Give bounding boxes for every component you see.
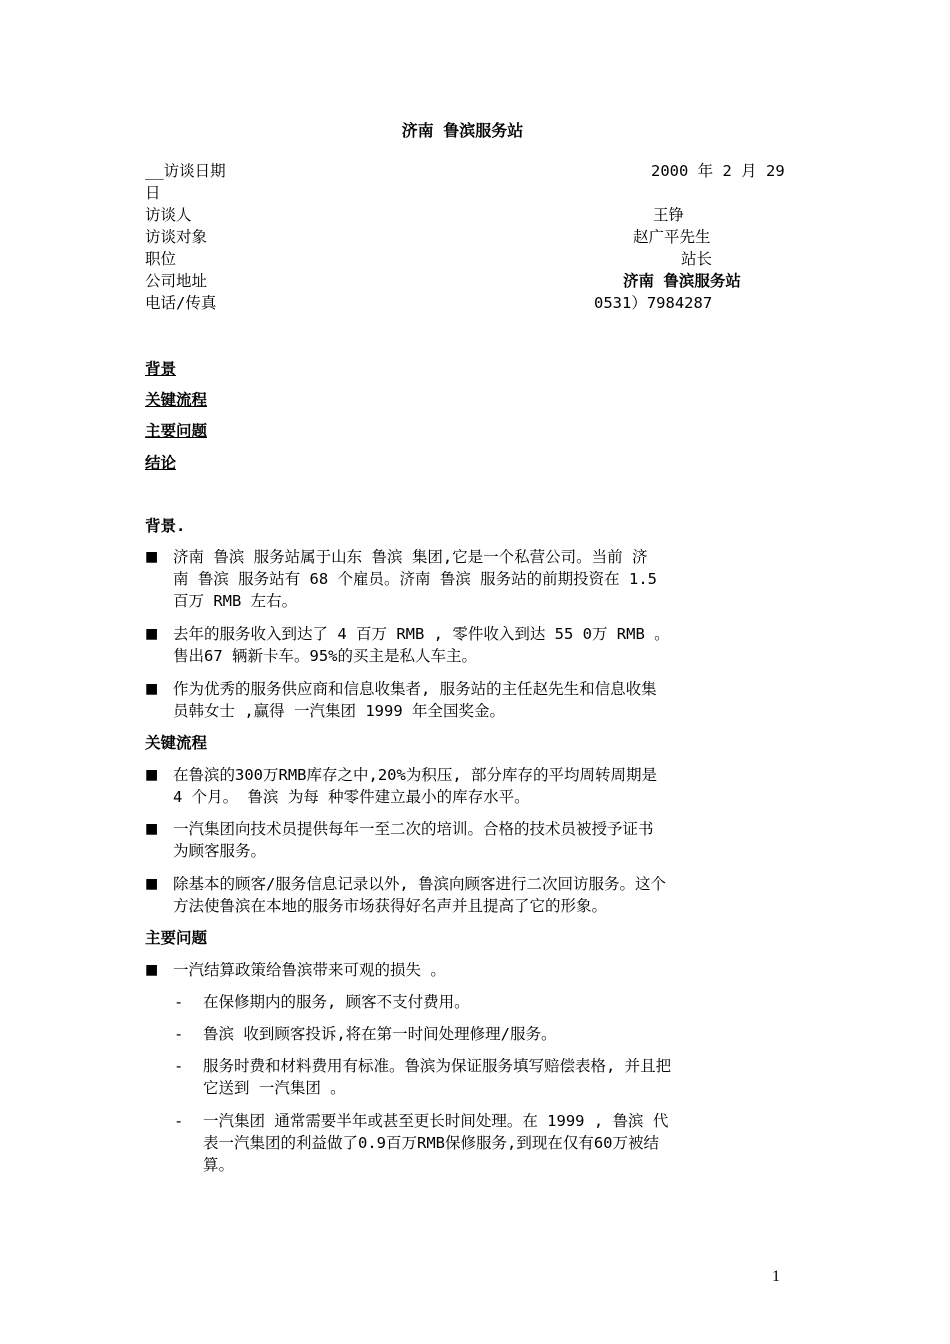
date-label: __访谈日期 — [145, 162, 226, 180]
bullet-icon: ■ — [145, 549, 159, 565]
list-item — [145, 546, 780, 612]
list-item — [145, 678, 780, 722]
bullet-icon: ■ — [145, 821, 159, 837]
sub-list-item — [170, 1055, 780, 1099]
bullet-icon: ■ — [145, 767, 159, 783]
list-item-text: 一汽结算政策给鲁滨带来可观的损失 。 — [173, 961, 446, 979]
phone-label: 电话/传真 — [145, 294, 217, 312]
page-number: 1 — [772, 1268, 780, 1285]
list-item — [145, 873, 780, 917]
document-title: 济南 鲁滨服务站 — [401, 121, 524, 140]
section-heading-background: 背景. — [145, 517, 186, 535]
dash-icon: - — [174, 993, 184, 1011]
phone-value: 0531）7984287 — [594, 294, 713, 312]
address-value: 济南 鲁滨服务站 — [623, 272, 741, 290]
sub-list-item — [170, 1023, 780, 1045]
list-item-text: 济南 鲁滨 服务站属于山东 鲁滨 集团,它是一个私营公司。当前 济 南 鲁滨 服务站有 68 个雇员。济南 鲁滨 服务站的前期投资在 1.5 百万 RMB 左右。 — [173, 548, 657, 610]
toc-link-background[interactable]: 背景 — [145, 360, 177, 378]
sub-list-item-text: 服务时费和材料费用有标准。鲁滨为保证服务填写赔偿表格, 并且把 它送到 一汽集团 。 — [203, 1057, 672, 1097]
bullet-icon: ■ — [145, 962, 159, 978]
toc-link-process[interactable]: 关键流程 — [145, 391, 208, 409]
bullet-icon: ■ — [145, 681, 159, 697]
list-item-text: 去年的服务收入到达了 4 百万 RMB , 零件收入到达 55 0万 RMB 。 售出67 辆新卡车。95%的买主是私人车主。 — [173, 625, 670, 665]
interviewer-value: 王铮 — [653, 206, 685, 224]
list-item-text: 一汽集团向技术员提供每年一至二次的培训。合格的技术员被授予证书 为顾客服务。 — [173, 820, 654, 860]
sub-list-item-text: 一汽集团 通常需要半年或甚至更长时间处理。在 1999 , 鲁滨 代 表一汽集团的利益做了0.9百万RMB保修服务,到现在仅有60万被结 算。 — [203, 1112, 669, 1174]
date-wrap: 日 — [145, 184, 161, 202]
position-value: 站长 — [681, 250, 713, 268]
sub-list-item-text: 鲁滨 收到顾客投诉,将在第一时间处理修理/服务。 — [203, 1025, 557, 1043]
toc-link-conclusion[interactable]: 结论 — [145, 454, 177, 472]
list-item-text: 除基本的顾客/服务信息记录以外, 鲁滨向顾客进行二次回访服务。这个 方法使鲁滨在本地的服务市场获得好名声并且提高了它的形象。 — [173, 875, 666, 915]
bullet-icon: ■ — [145, 876, 159, 892]
date-value: 2000 年 2 月 29 — [651, 162, 785, 180]
dash-icon: - — [174, 1057, 184, 1075]
dash-icon: - — [174, 1025, 184, 1043]
list-item — [145, 623, 780, 667]
list-item — [145, 764, 780, 808]
list-item — [145, 818, 780, 862]
address-label: 公司地址 — [145, 272, 208, 290]
bullet-icon: ■ — [145, 626, 159, 642]
sub-list-item — [170, 991, 780, 1013]
position-label: 职位 — [145, 250, 177, 268]
section-heading-process: 关键流程 — [145, 734, 208, 752]
list-item — [145, 959, 780, 981]
list-item-text: 作为优秀的服务供应商和信息收集者, 服务站的主任赵先生和信息收集 员韩女士 ,赢得 一汽集团 1999 年全国奖金。 — [173, 680, 657, 720]
list-item-text: 在鲁滨的300万RMB库存之中,20%为积压, 部分库存的平均周转周期是 4 个月。 鲁滨 为每 种零件建立最小的库存水平。 — [173, 766, 657, 806]
toc-link-issues[interactable]: 主要问题 — [145, 422, 208, 440]
interviewer-label: 访谈人 — [145, 206, 192, 224]
section-heading-issues: 主要问题 — [145, 929, 208, 947]
sub-list-item-text: 在保修期内的服务, 顾客不支付费用。 — [203, 993, 470, 1011]
interviewee-label: 访谈对象 — [145, 228, 208, 246]
sub-list-item — [170, 1110, 780, 1176]
interviewee-value: 赵广平先生 — [633, 228, 711, 246]
dash-icon: - — [174, 1112, 184, 1130]
